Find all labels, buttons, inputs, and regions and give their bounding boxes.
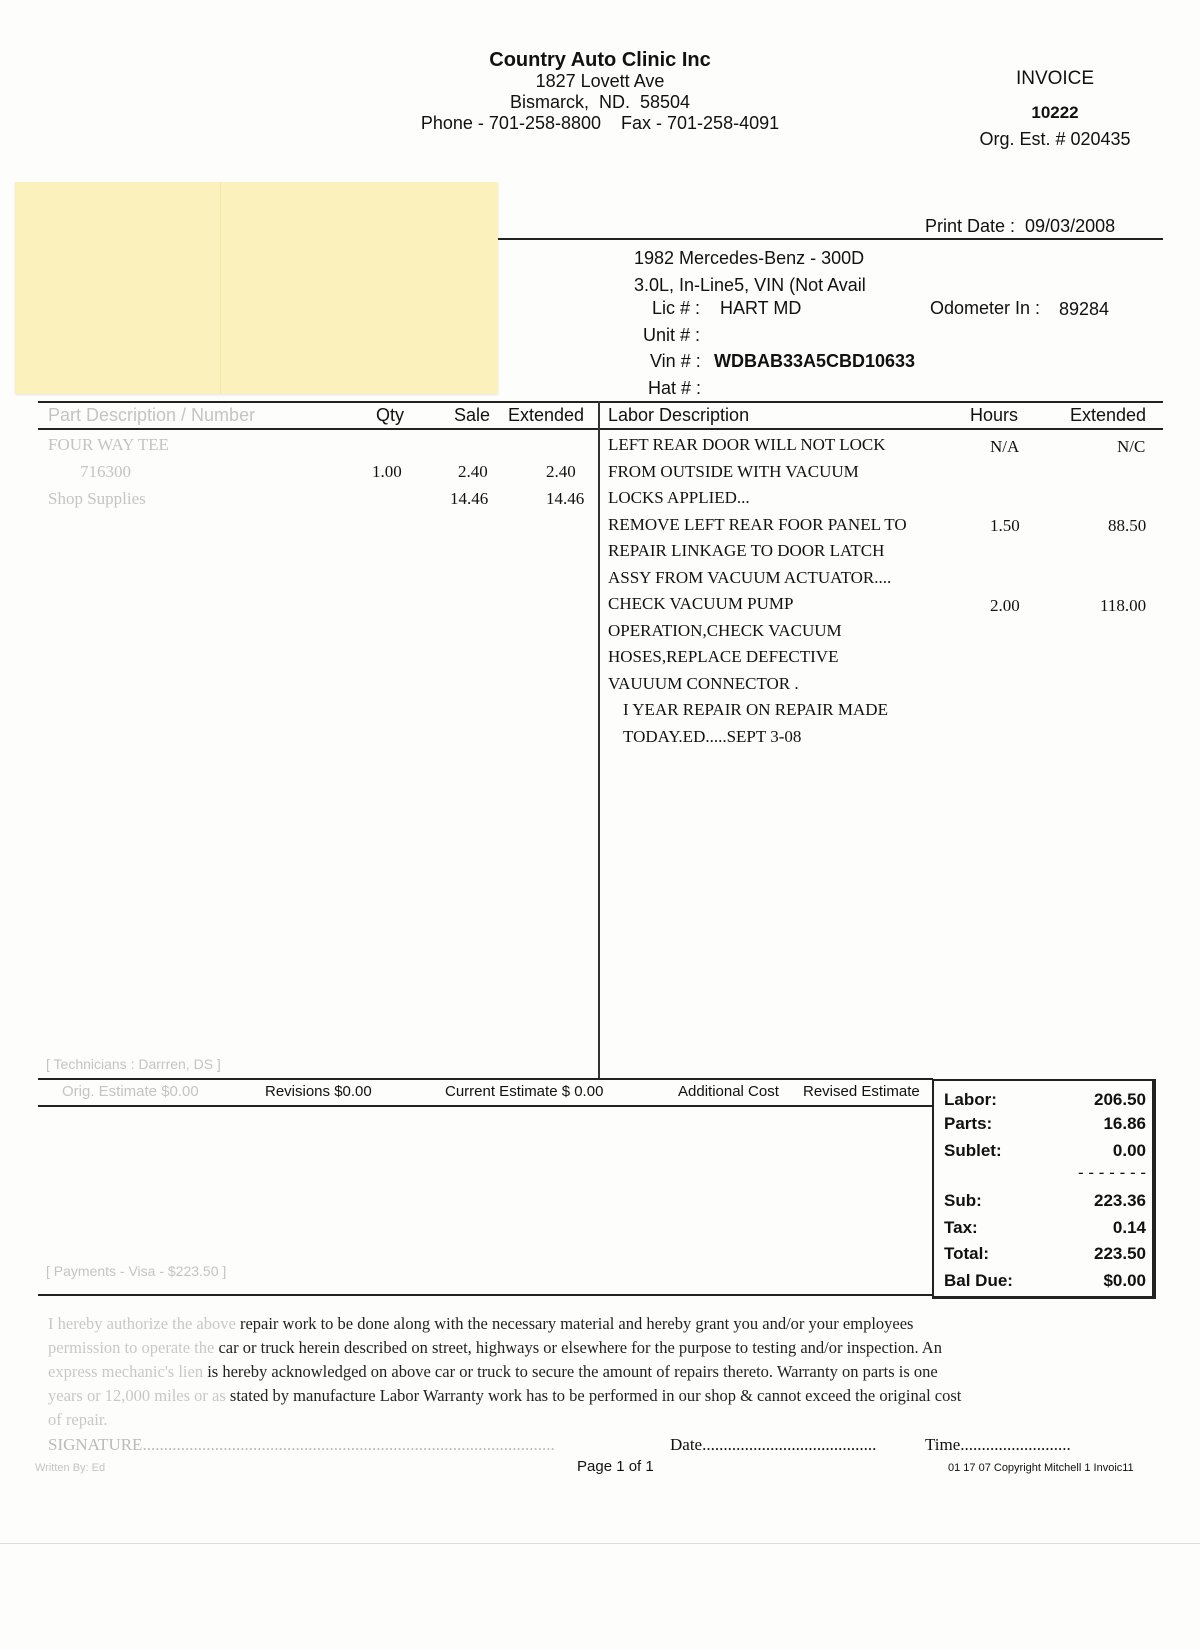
- labor-line: CHECK VACUUM PUMP: [608, 594, 794, 613]
- totals-separator: - - - - - - -: [1078, 1163, 1146, 1182]
- auth-line-faint: I hereby authorize the above: [48, 1314, 236, 1333]
- labor-description: [608, 432, 907, 750]
- hat-label: Hat # :: [648, 378, 702, 398]
- sub-total-label: Sub:: [944, 1191, 982, 1210]
- payments: [ Payments - Visa - $223.50 ]: [46, 1263, 227, 1279]
- divider: [38, 401, 1163, 403]
- part-desc: FOUR WAY TEE: [48, 435, 169, 454]
- parts-total-label: Parts:: [944, 1114, 993, 1133]
- part-sale: 14.46: [450, 489, 489, 508]
- part-qty: 1.00: [372, 462, 402, 481]
- additional-cost: Additional Cost: [678, 1083, 779, 1100]
- current-estimate: Current Estimate $ 0.00: [445, 1083, 604, 1100]
- auth-line-faint: permission to operate the: [48, 1338, 215, 1357]
- auth-line-faint: years or 12,000 miles or as: [48, 1386, 226, 1405]
- divider: [38, 1078, 933, 1080]
- signature-line: SIGNATURE.................................................................................................: [48, 1435, 555, 1454]
- labor-desc-header: Labor Description: [608, 405, 750, 425]
- odometer-value: 89284: [1059, 299, 1110, 319]
- labor-extended: 88.50: [1108, 516, 1147, 535]
- labor-hours: N/A: [990, 437, 1020, 456]
- labor-extended: N/C: [1117, 437, 1146, 456]
- sticky-note: [15, 182, 498, 394]
- parts-qty-header: Qty: [376, 405, 405, 425]
- parts-total: 16.86: [1103, 1114, 1146, 1133]
- unit-label: Unit # :: [643, 325, 701, 345]
- labor-hours: 1.50: [990, 516, 1020, 535]
- divider: [38, 1294, 934, 1296]
- part-number: 716300: [80, 462, 131, 481]
- parts-extended-header: Extended: [508, 405, 585, 425]
- tax-total: 0.14: [1112, 1218, 1146, 1237]
- labor-extended: 118.00: [1100, 596, 1147, 615]
- labor-line: I YEAR REPAIR ON REPAIR MADE: [623, 700, 888, 719]
- authorization-text: [48, 1312, 1148, 1432]
- org-estimate-number: Org. Est. # 020435: [979, 129, 1131, 149]
- grand-total: 223.50: [1094, 1244, 1146, 1263]
- divider: [498, 238, 1163, 240]
- vehicle-info: [634, 245, 866, 298]
- divider: [38, 1105, 933, 1107]
- labor-total-label: Labor:: [944, 1090, 997, 1109]
- totals-box: [932, 1079, 1156, 1299]
- time-line: Time..........................: [925, 1435, 1071, 1454]
- labor-line: HOSES,REPLACE DEFECTIVE: [608, 647, 839, 666]
- sublet-total-label: Sublet:: [944, 1141, 1002, 1160]
- part-desc: Shop Supplies: [48, 489, 146, 508]
- labor-hours: 2.00: [990, 596, 1020, 615]
- vin-value: WDBAB33A5CBD10633: [714, 351, 916, 371]
- page-number: Page 1 of 1: [577, 1458, 654, 1475]
- balance-due-label: Bal Due:: [944, 1271, 1013, 1290]
- company-address: 1827 Lovett Ave: [535, 71, 665, 91]
- auth-line-faint: express mechanic's lien: [48, 1362, 204, 1381]
- sublet-total: 0.00: [1112, 1141, 1146, 1160]
- written-by: Written By: Ed: [35, 1462, 106, 1474]
- date-line: Date.........................................: [670, 1435, 877, 1454]
- copyright: 01 17 07 Copyright Mitchell 1 Invoic11: [948, 1462, 1134, 1474]
- labor-line: FROM OUTSIDE WITH VACUUM: [608, 461, 859, 481]
- company-phone-fax: Phone - 701-258-8800 Fax - 701-258-4091: [420, 113, 780, 133]
- revisions: Revisions $0.00: [265, 1083, 372, 1100]
- parts-sale-header: Sale: [454, 405, 491, 425]
- column-divider: [598, 401, 600, 428]
- labor-line: VAUUUM CONNECTOR .: [608, 673, 799, 693]
- labor-line: LOCKS APPLIED...: [608, 488, 750, 507]
- labor-total: 206.50: [1094, 1090, 1146, 1109]
- labor-line: TODAY.ED.....SEPT 3-08: [623, 726, 802, 746]
- part-extended: 2.40: [546, 462, 576, 481]
- auth-line: stated by manufacture Labor Warranty work has to be performed in our shop & cannot exceed the original cost: [225, 1386, 962, 1405]
- vehicle-model: 1982 Mercedes-Benz - 300D: [634, 248, 865, 268]
- print-date: Print Date : 09/03/2008: [925, 216, 1116, 236]
- auth-line: repair work to be done along with the necessary material and hereby grant you and/or your employees: [235, 1314, 914, 1333]
- lic-value: HART MD: [720, 298, 802, 318]
- auth-line: is hereby acknowledged on above car or truck to secure the amount of repairs thereto. Warranty on parts is one: [203, 1362, 938, 1381]
- column-divider: [598, 428, 600, 1078]
- revised-estimate: Revised Estimate: [803, 1083, 920, 1100]
- labor-line: ASSY FROM VACUUM ACTUATOR....: [608, 567, 892, 587]
- part-sale: 2.40: [458, 462, 488, 481]
- company-name: Country Auto Clinic Inc: [489, 49, 711, 71]
- labor-line: LEFT REAR DOOR WILL NOT LOCK: [608, 435, 886, 454]
- vehicle-engine: 3.0L, In-Line5, VIN (Not Avail: [634, 274, 866, 295]
- parts-desc-header: Part Description / Number: [48, 405, 256, 425]
- technicians: [ Technicians : Darrren, DS ]: [46, 1056, 221, 1072]
- orig-estimate: Orig. Estimate $0.00: [62, 1083, 199, 1100]
- labor-extended-header: Extended: [1070, 405, 1147, 425]
- company-header: [380, 50, 820, 134]
- divider: [38, 428, 1163, 430]
- labor-line: REPAIR LINKAGE TO DOOR LATCH: [608, 541, 885, 560]
- total-label: Total:: [944, 1244, 990, 1263]
- vin-label: Vin # :: [650, 351, 701, 371]
- labor-line: OPERATION,CHECK VACUUM: [608, 620, 842, 640]
- invoice-label: INVOICE: [1015, 68, 1095, 89]
- tax-label: Tax:: [944, 1218, 978, 1237]
- labor-hours-header: Hours: [970, 405, 1019, 425]
- balance-due: $0.00: [1103, 1271, 1146, 1290]
- part-extended: 14.46: [546, 489, 585, 508]
- lic-label: Lic # :: [652, 298, 701, 318]
- company-city: Bismarck, ND. 58504: [509, 92, 691, 112]
- auth-line: car or truck herein described on street, highways or elsewhere for the purpose to testing and/or inspection. An: [214, 1338, 942, 1357]
- odometer-label: Odometer In :: [930, 298, 1041, 318]
- page-edge: [0, 1543, 1200, 1544]
- invoice-number: 10222: [1031, 103, 1079, 122]
- labor-line: REMOVE LEFT REAR FOOR PANEL TO: [608, 514, 907, 534]
- auth-line-faint: of repair.: [48, 1410, 108, 1429]
- sub-total: 223.36: [1094, 1191, 1146, 1210]
